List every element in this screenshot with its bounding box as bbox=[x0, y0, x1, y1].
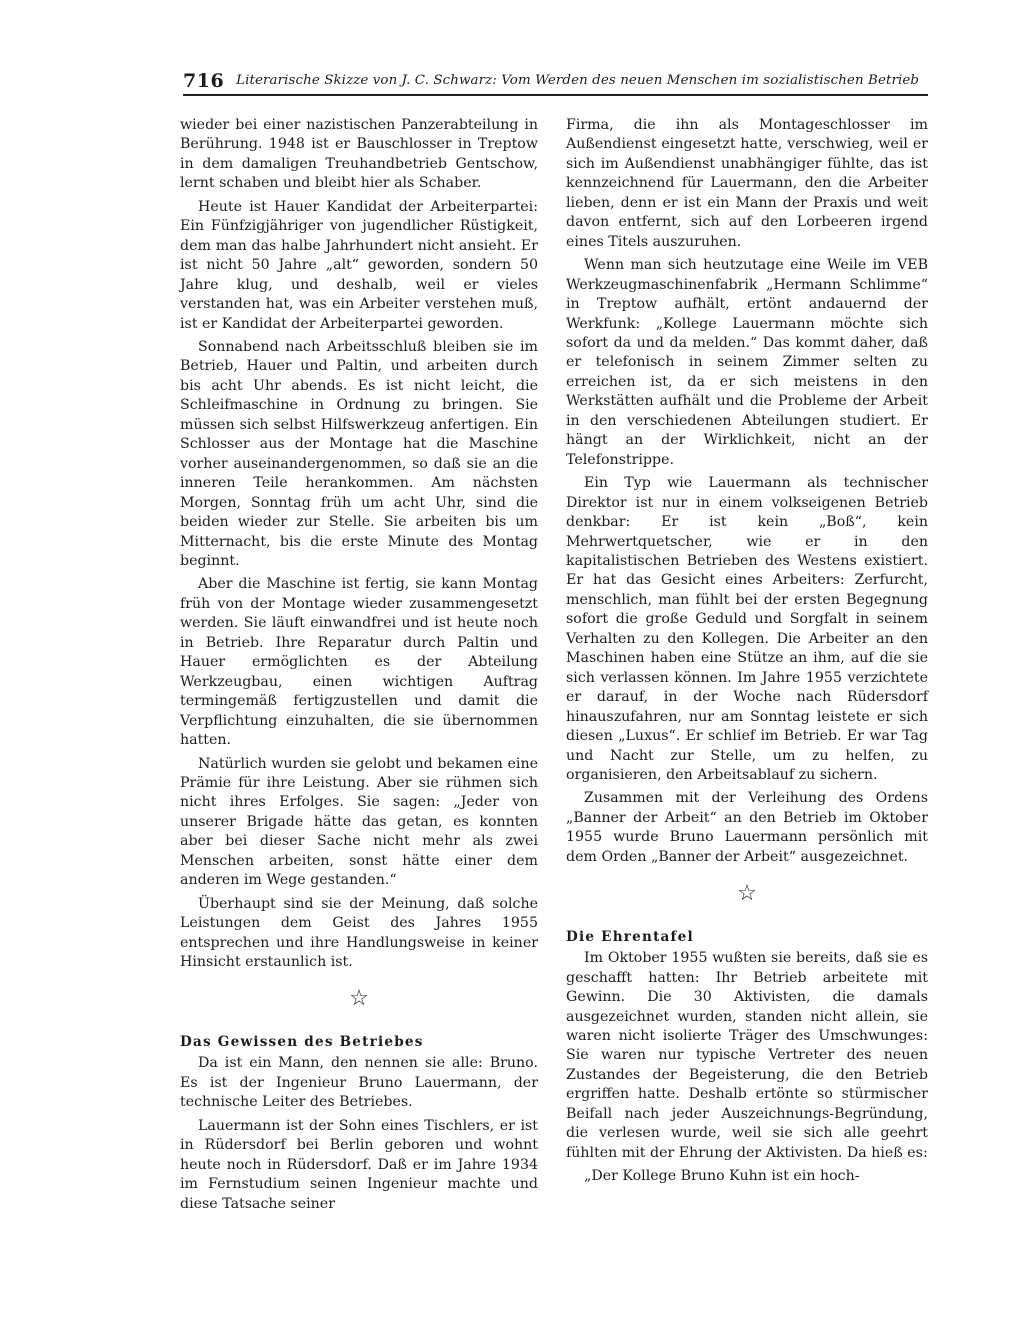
section-title: Die Ehrentafel bbox=[566, 929, 694, 946]
paragraph: „Der Kollege Bruno Kuhn ist ein hoch- bbox=[584, 1168, 860, 1185]
paragraph: Da ist ein Mann, den nennen sie alle: Bruno. Es ist der Ingenieur Bruno Lauermann, der technische Leiter des Betriebes. bbox=[180, 1055, 538, 1111]
paragraph: Ein Typ wie Lauermann als technischer Direktor ist nur in einem volkseigenen Betrieb denkbar: Er ist kein „Boß“, kein Mehrwertquetscher, wie er in den kapitalistischen Betrieben des Westens existiert. Er hat das Gesicht eines Arbeiters: Zerfurcht, menschlich, man fühlt bei der ersten Begegnung sofort die große Geduld und Sorgfalt in seinem Verhalten zu den Kollegen. Die Arbeiter an den Maschinen haben eine Stütze an ihm, auf die sie sich verlassen können. Im Jahre 1955 verzichtete er darauf, in der Woche nach Rüdersdorf hinauszufahren, nur am Sonntag leistete er sich diesen „Luxus“. Er schlief im Betrieb. Er war Tag und Nacht zur Stelle, um zu helfen, zu organisieren, den Arbeitsablauf zu sichern. bbox=[566, 475, 928, 783]
paragraph: Sonnabend nach Arbeitsschluß bleiben sie im Betrieb, Hauer und Paltin, und arbeiten durch bis acht Uhr abends. Es ist nicht leicht, die Schleifmaschine in Ordnung zu bringen. Sie müssen sich selbst Hilfswerkzeug anfertigen. Ein Schlosser aus der Montage hat die Maschine vorher auseinandergenommen, so daß sie an die inneren Teile herankommen. Am nächsten Morgen, Sonntag früh um acht Uhr, sind die beiden wieder zur Stelle. Sie arbeiten bis um Mitternacht, bis die erste Minute des Montag beginnt. bbox=[180, 338, 538, 569]
running-head: Literarische Skizze von J. C. Schwarz: Vom Werden des neuen Menschen im sozialistischen Betrieb bbox=[236, 73, 920, 88]
right-column bbox=[566, 116, 928, 1191]
section-divider-star-icon: ☆ bbox=[349, 986, 369, 1012]
paragraph: Natürlich wurden sie gelobt und bekamen eine Prämie für ihre Leistung. Aber sie rühmen sich nicht ihres Erfolges. Sie sagen: „Jeder von unserer Brigade hätte das getan, es konnten aber bei dieser Sache nicht mehr als zwei Menschen arbeiten, sonst hätte einer dem anderen im Wege gestanden.“ bbox=[180, 755, 538, 889]
paragraph: Im Oktober 1955 wußten sie bereits, daß sie es geschafft hatten: Ihr Betrieb arbeitete mit Gewinn. Die 30 Aktivisten, die damals ausgezeichnet wurden, standen nicht allein, sie waren nicht isolierte Träger des Umschwunges: Sie waren nur typische Vertreter des neuen Zustandes der Begeisterung, die den Betrieb ergriffen hatte. Deshalb ertönte so stürmischer Beifall nach jeder Auszeichnungs-Begründung, die verlesen wurde, weil sie sich alle geehrt fühlten mit der Ehrung der Aktivisten. Da hieß es: bbox=[566, 950, 928, 1161]
paragraph: Aber die Maschine ist fertig, sie kann Montag früh von der Montage wieder zusammengesetzt werden. Sie läuft einwandfrei und ist heute noch in Betrieb. Ihre Reparatur durch Paltin und Hauer ermöglichten es der Abteilung Werkzeugbau, einen wichtigen Auftrag termingemäß fertigzustellen und damit die Verpflichtung einzuhalten, die sie übernommen hatten. bbox=[180, 576, 538, 749]
paragraph: Wenn man sich heutzutage eine Weile im VEB Werkzeugmaschinenfabrik „Hermann Schlimme“ in Treptow aufhält, ertönt andauernd der Werkfunk: „Kollege Lauermann möchte sich sofort da und da melden.“ Das kommt daher, daß er telefonisch in seinem Zimmer selten zu erreichen ist, da er sich meistens in den Werkstätten aufhält und die Probleme der Arbeit in den verschiedenen Abteilungen studiert. Er hängt an der Wirklichkeit, nicht an der Telefonstrippe. bbox=[566, 257, 928, 468]
page-header bbox=[183, 62, 928, 96]
paragraph: Lauermann ist der Sohn eines Tischlers, er ist in Rüdersdorf bei Berlin geboren und wohnt heute noch in Rüdersdorf. Daß er im Jahre 1934 im Fernstudium seinen Ingenieur machte und diese Tatsache seiner bbox=[180, 1117, 538, 1212]
page-number: 716 bbox=[183, 70, 225, 92]
paragraph: Zusammen mit der Verleihung des Ordens „Banner der Arbeit“ an den Betrieb im Oktober 1955 wurde Bruno Lauermann persönlich mit dem Orden „Banner der Arbeit“ ausgezeichnet. bbox=[566, 790, 928, 865]
paragraph: wieder bei einer nazistischen Panzerabteilung in Berührung. 1948 ist er Bauschlosser in Treptow in dem damaligen Treuhandbetrieb Gentschow, lernt schaben und bleibt hier als Schaber. bbox=[180, 117, 538, 192]
left-column bbox=[180, 116, 538, 1218]
paragraph: Heute ist Hauer Kandidat der Arbeiterpartei: Ein Fünfzigjähriger von jugendlicher Rüstigkeit, dem man das halbe Jahrhundert nicht ansieht. Er ist nicht 50 Jahre „alt“ geworden, sondern 50 Jahre klug, und deshalb, weil er vieles verstanden hat, was ein Arbeiter verstehen muß, ist er Kandidat der Arbeiterpartei geworden. bbox=[180, 198, 538, 332]
paragraph: Überhaupt sind sie der Meinung, daß solche Leistungen dem Geist des Jahres 1955 entsprechen und ihre Handlungsweise in keiner Hinsicht erstaunlich ist. bbox=[180, 895, 538, 971]
section-title: Das Gewissen des Betriebes bbox=[180, 1034, 424, 1051]
paragraph: Firma, die ihn als Montageschlosser im Außendienst eingesetzt hatte, verschwieg, weil er sich im Außendienst unabhängiger fühlte, das ist kennzeichnend für Lauermann, den die Arbeiter lieben, denn er ist ein Mann der Praxis und weit davon entfernt, sich auf den Lorbeeren irgend eines Titels auszuruhen. bbox=[566, 117, 928, 250]
section-divider-star-icon: ☆ bbox=[737, 881, 757, 907]
